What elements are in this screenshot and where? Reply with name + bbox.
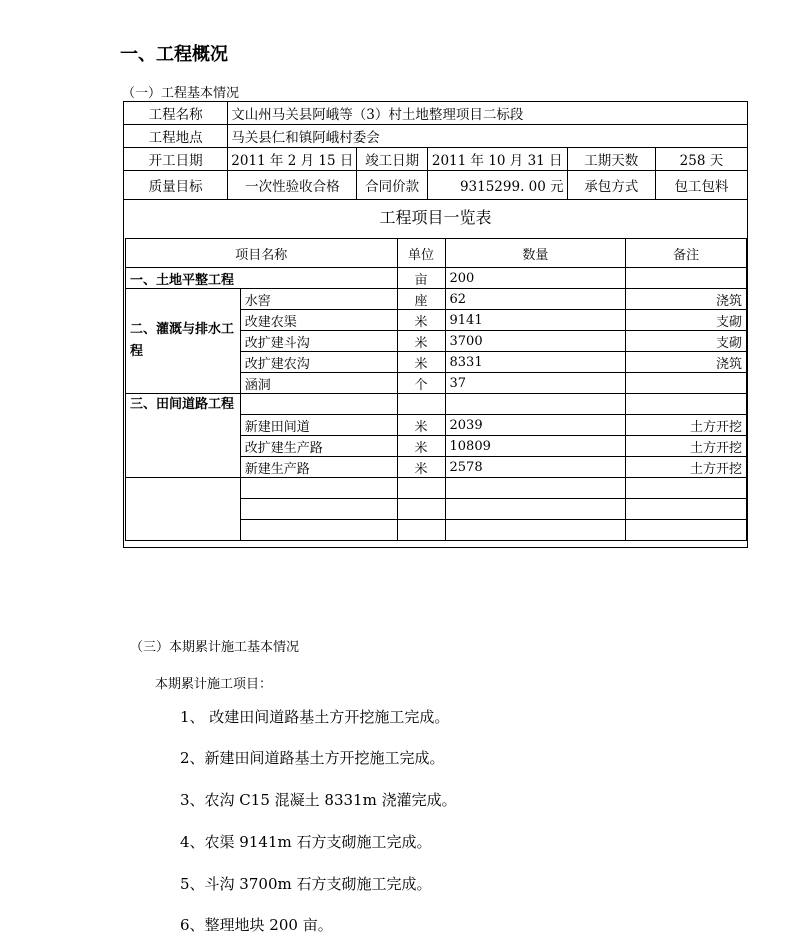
value-contract-price: 9315299. 00 元 (427, 171, 567, 200)
cell-empty (397, 478, 445, 499)
cell-name: 改建农渠 (240, 310, 397, 331)
cell-note: 支砌 (626, 331, 747, 352)
cell-unit: 个 (397, 373, 445, 394)
cell-unit: 米 (397, 310, 445, 331)
cell-note (626, 394, 747, 415)
cell-note: 浇筑 (626, 352, 747, 373)
table-row (126, 289, 747, 310)
cell-quantity: 37 (445, 373, 626, 394)
cell-note: 土方开挖 (626, 436, 747, 457)
cell-name: 改扩建农沟 (240, 352, 397, 373)
cell-name: 改扩建生产路 (240, 436, 397, 457)
cell-note: 土方开挖 (626, 415, 747, 436)
label-duration: 工期天数 (567, 148, 655, 171)
value-end-date: 2011 年 10 月 31 日 (427, 148, 567, 171)
cell-empty (626, 478, 747, 499)
cell-unit: 米 (397, 415, 445, 436)
value-duration: 258 天 (655, 148, 747, 171)
cell-name (240, 394, 397, 415)
project-list-title: 工程项目一览表 (379, 208, 492, 227)
header-unit: 单位 (397, 239, 445, 268)
label-contract-type: 承包方式 (567, 171, 655, 200)
list-item: 1、 改建田间道路基土方开挖施工完成。 (180, 708, 450, 726)
label-end-date: 竣工日期 (357, 148, 427, 171)
label-contract-price: 合同价款 (357, 171, 427, 200)
label-start-date: 开工日期 (124, 148, 228, 171)
list-item: 3、农沟 C15 混凝土 8331m 浇灌完成。 (180, 791, 457, 809)
info-row-contract (124, 171, 748, 200)
cell-note: 支砌 (626, 310, 747, 331)
cell-name: 改扩建斗沟 (240, 331, 397, 352)
cell-note: 浇筑 (626, 289, 747, 310)
cell-unit: 米 (397, 457, 445, 478)
cell-quantity (445, 394, 626, 415)
cell-empty (240, 520, 397, 541)
cell-unit: 米 (397, 331, 445, 352)
cell-quantity: 10809 (445, 436, 626, 457)
cell-empty (397, 499, 445, 520)
value-start-date: 2011 年 2 月 15 日 (228, 148, 357, 171)
project-info-table (123, 101, 748, 200)
label-project-name: 工程名称 (124, 102, 228, 125)
cell-quantity: 62 (445, 289, 626, 310)
header-item-name: 项目名称 (126, 239, 398, 268)
cell-quantity: 2578 (445, 457, 626, 478)
cell-note (626, 268, 747, 289)
header-quantity: 数量 (445, 239, 626, 268)
cell-unit: 米 (397, 352, 445, 373)
list-item: 2、新建田间道路基土方开挖施工完成。 (180, 749, 445, 767)
cell-empty (126, 478, 241, 541)
info-row-location (124, 125, 748, 148)
cell-quantity: 8331 (445, 352, 626, 373)
list-item: 5、斗沟 3700m 石方支砌施工完成。 (180, 875, 432, 893)
cell-quantity: 2039 (445, 415, 626, 436)
value-contract-type: 包工包料 (655, 171, 747, 200)
cell-unit: 亩 (397, 268, 445, 289)
cell-quantity: 200 (445, 268, 626, 289)
cell-empty (445, 520, 626, 541)
cell-name: 新建生产路 (240, 457, 397, 478)
cell-empty (626, 520, 747, 541)
cell-unit: 米 (397, 436, 445, 457)
info-row-name (124, 102, 748, 125)
value-location: 马关县仁和镇阿峨村委会 (228, 125, 748, 148)
cell-name: 水窖 (240, 289, 397, 310)
cell-empty (240, 478, 397, 499)
table-row (126, 394, 747, 415)
cell-note (626, 373, 747, 394)
section-heading: 一、工程概况 (120, 44, 228, 65)
cell-note: 土方开挖 (626, 457, 747, 478)
cell-empty (626, 499, 747, 520)
group-irrigation: 二、灌溉与排水工程 (126, 289, 241, 394)
list-item: 6、整理地块 200 亩。 (180, 916, 333, 934)
table-row (126, 268, 747, 289)
cell-quantity: 3700 (445, 331, 626, 352)
value-quality: 一次性验收合格 (228, 171, 357, 200)
info-row-dates (124, 148, 748, 171)
label-location: 工程地点 (124, 125, 228, 148)
cell-unit: 座 (397, 289, 445, 310)
cumulative-items-label: 本期累计施工项目： (155, 677, 273, 692)
cell-empty (397, 520, 445, 541)
header-note: 备注 (626, 239, 747, 268)
cell-empty (240, 499, 397, 520)
items-header-row (126, 239, 747, 268)
group-field-roads: 三、田间道路工程 (126, 394, 241, 478)
subheading-basic-info: （一）工程基本情况 (122, 86, 240, 101)
cell-empty (445, 499, 626, 520)
label-quality: 质量目标 (124, 171, 228, 200)
table-row-empty (126, 478, 747, 499)
project-items-table (125, 238, 747, 541)
cell-name: 涵洞 (240, 373, 397, 394)
cell-empty (445, 478, 626, 499)
subheading-cumulative: （三）本期累计施工基本情况 (130, 640, 300, 655)
list-item: 4、农渠 9141m 石方支砌施工完成。 (180, 833, 432, 851)
cell-unit (397, 394, 445, 415)
cell-name: 新建田间道 (240, 415, 397, 436)
group-land-leveling: 一、土地平整工程 (126, 268, 398, 289)
value-project-name: 文山州马关县阿峨等（3）村土地整理项目二标段 (228, 102, 748, 125)
cell-quantity: 9141 (445, 310, 626, 331)
